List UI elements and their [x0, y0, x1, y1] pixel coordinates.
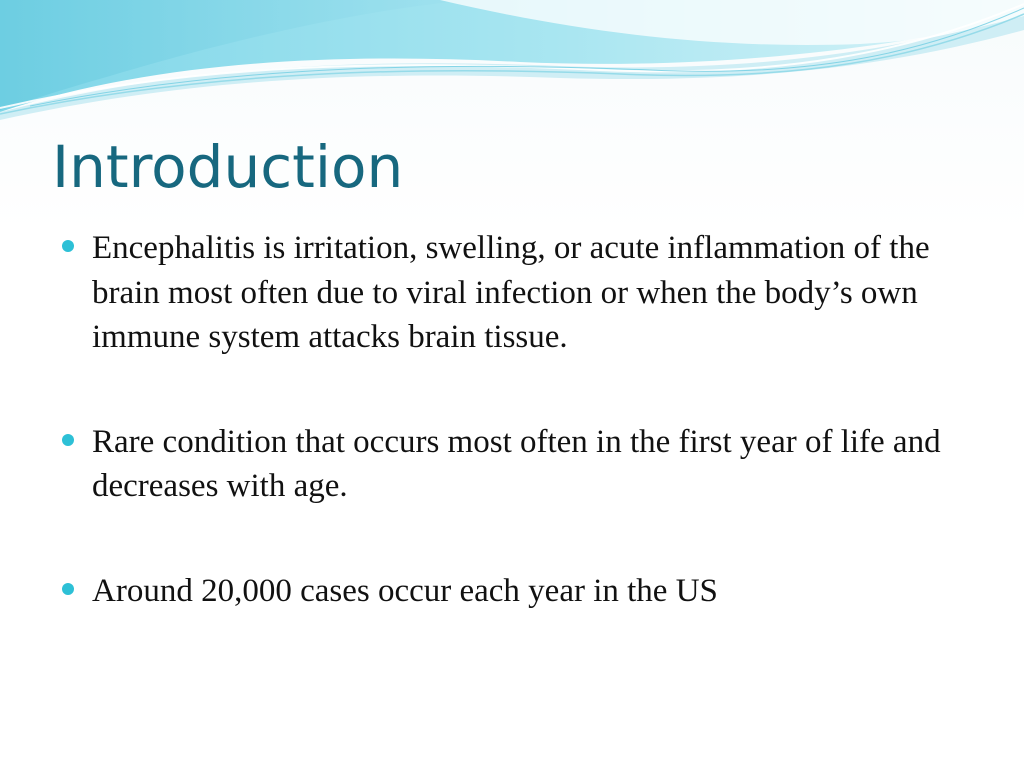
bullet-text: Around 20,000 cases occur each year in the US [92, 572, 718, 609]
bullet-dot-icon [62, 434, 74, 446]
bullet-item-cases [62, 569, 962, 614]
slide-title: Introduction [52, 133, 404, 201]
bullet-item-definition [62, 226, 962, 360]
wave-header-decoration [0, 0, 1024, 140]
bullet-dot-icon [62, 583, 74, 595]
bullet-text: Rare condition that occurs most often in the first year of life and decreases with age. [92, 423, 941, 504]
bullet-dot-icon [62, 240, 74, 252]
bullet-item-rarity [62, 420, 962, 509]
bullet-text: Encephalitis is irritation, swelling, or acute inflammation of the brain most often due to viral infection or when the body’s own immune system attacks brain tissue. [92, 230, 930, 355]
bullet-list [62, 226, 962, 613]
